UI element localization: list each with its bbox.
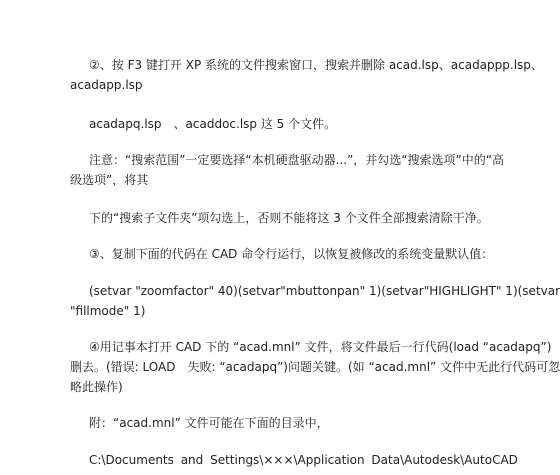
subfolder-paragraph: 下的“搜索子文件夹”项勾选上，否则不能将这 3 个文件全部搜索清除干净。	[89, 211, 489, 225]
step3-paragraph: ③、复制下面的代码在 CAD 命令行运行，以恢复被修改的系统变量默认值：	[89, 247, 494, 261]
file-list-paragraph: acadapq.lsp 、acaddoc.lsp 这 5 个文件。	[89, 117, 337, 131]
step4-paragraph-line2: 删去。(错误: LOAD 失败: “acadapq”)问题关键。(如 “acad.mnl” 文件中无此行代码可忽	[70, 360, 560, 374]
setvar-code-line2: "fillmode" 1)	[70, 304, 146, 318]
step4-paragraph-line3: 略此操作)	[70, 380, 123, 394]
directory-path-line: C:\Documents and Settings\×××\Application Data\Autodesk\AutoCAD	[89, 453, 518, 467]
step4-paragraph-line1: ④用记事本打开 CAD 下的 “acad.mnl” 文件，将文件最后一行代码(load “acadapq”)	[89, 340, 552, 354]
appendix-paragraph: 附：“acad.mnl” 文件可能在下面的目录中，	[89, 416, 329, 430]
note-paragraph-line1: 注意：“搜索范围”一定要选择“本机硬盘驱动器...”，并勾选“搜索选项”中的“高	[89, 153, 504, 167]
step2-paragraph-line2: acadapp.lsp	[70, 78, 143, 92]
step2-paragraph-line1: ②、按 F3 键打开 XP 系统的文件搜索窗口，搜索并删除 acad.lsp、acadappp.lsp、	[89, 58, 543, 72]
note-paragraph-line2: 级选项”，将其	[70, 173, 149, 187]
setvar-code-line1: (setvar "zoomfactor" 40)(setvar"mbuttonpan" 1)(setvar"HIGHLIGHT" 1)(setvar	[89, 284, 560, 298]
